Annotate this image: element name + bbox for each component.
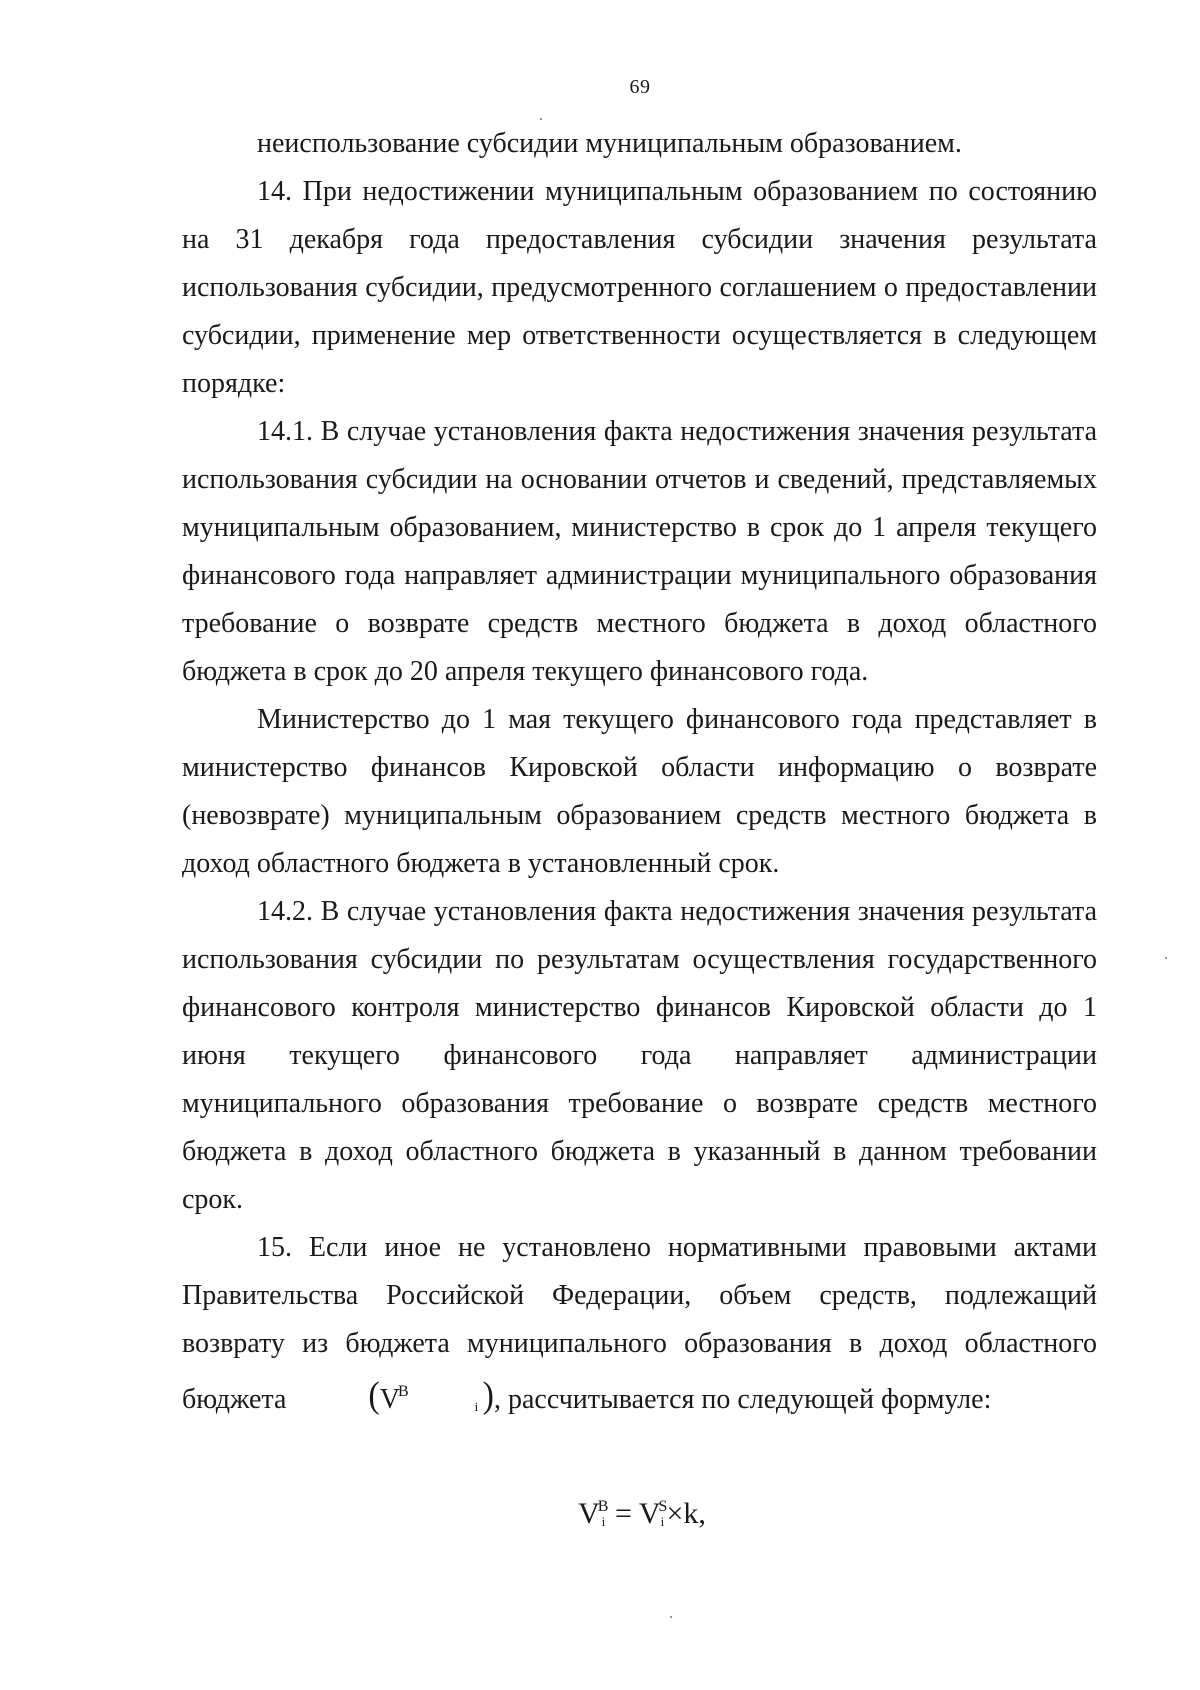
inline-formula-vib: ($V^Bi$ ) — [368, 1375, 494, 1416]
formula-trailing: , — [698, 1497, 706, 1530]
formula-rhs: $V^Si$ — [638, 1497, 668, 1530]
formula-lhs: $V^Bi$ — [578, 1497, 609, 1530]
paragraph-15 — [182, 1224, 1097, 1431]
page-number: 69 — [629, 76, 651, 98]
formula-equals: = — [614, 1497, 632, 1530]
paragraph-ministry-report: Министерство до 1 мая текущего финансового года представляет в министерство финансов Кировской области информацию о возврате (невозврате) муниципальным образованием средств местного бюджета в доход областного бюджета в установленный срок. — [182, 704, 1097, 879]
paragraph-14-2: 14.2. В случае установления факта недостижения значения результата использования субсидии по результатам осуществления государственного финансового контроля министерство финансов Кировской области до 1 июня текущего финансового года направляет администрации муниципального образования требование о возврате средств местного бюджета в доход областного бюджета в указанный в данном требовании срок. — [182, 896, 1097, 1215]
body-text — [182, 120, 1097, 1431]
paragraph-15-tail: бюджета ($V^Bi$ ), рассчитывается по следующей формуле: — [182, 1375, 992, 1416]
paragraph-14: 14. При недостижении муниципальным образованием по состоянию на 31 декабря года предоставления субсидии значения результата использования субсидии, предусмотренного соглашением о предоставлении субсидии, применение мер ответственности осуществляется в следующем порядке: — [182, 176, 1097, 399]
scan-speck — [540, 118, 542, 120]
paragraph-continuation: неиспользование субсидии муниципальным образованием. — [257, 128, 962, 159]
scan-speck — [670, 1616, 672, 1618]
paragraph-14-1: 14.1. В случае установления факта недостижения значения результата использования субсидии на основании отчетов и сведений, представляемых муниципальным образованием, министерство в срок до 1 апреля текущего финансового года направляет администрации муниципального образования требование о возврате средств местного бюджета в доход областного бюджета в срок до 20 апреля текущего финансового года. — [182, 416, 1097, 687]
scan-speck — [1165, 957, 1167, 959]
formula-times: × — [666, 1497, 684, 1530]
paragraph-15-text: 15. Если иное не установлено нормативными правовыми актами Правительства Российской Федерации, объем средств, подлежащий возврату из бюджета муниципального образования в доход областного — [182, 1232, 1097, 1359]
formula-factor: k — [683, 1497, 699, 1530]
return-formula — [0, 1497, 1200, 1531]
